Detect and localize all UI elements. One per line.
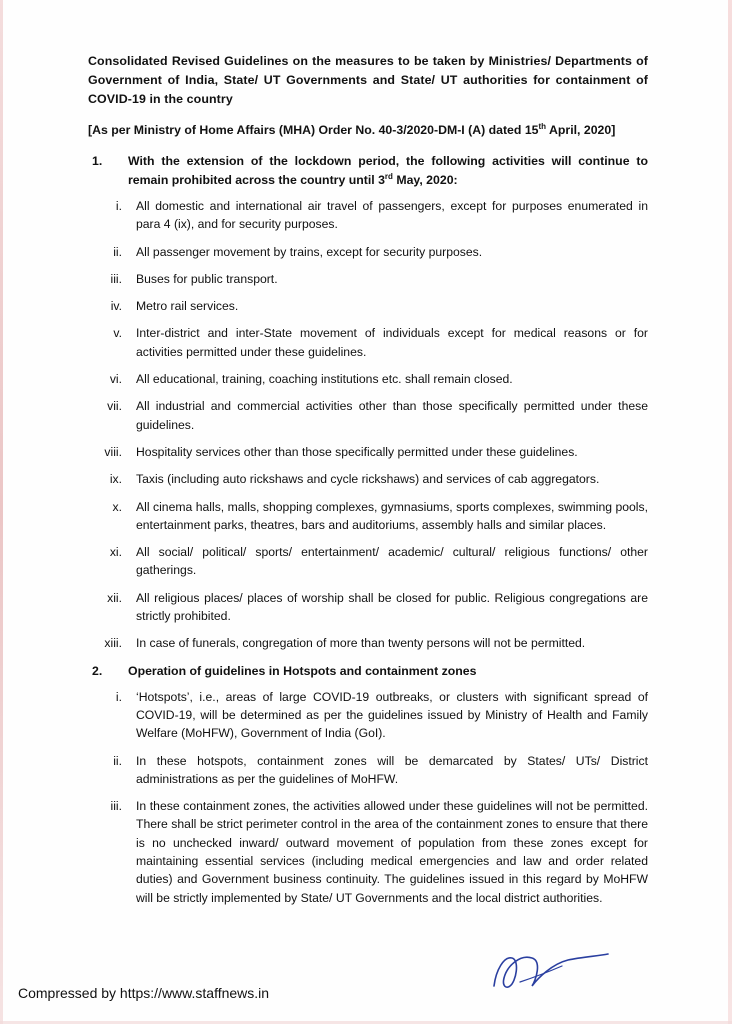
list-item [88,243,648,261]
list-item [88,197,648,234]
order-reference-superscript: th [538,121,547,131]
handwritten-signature-icon [490,948,610,996]
section-1 [88,152,648,653]
list-item-text: Metro rail services. [136,299,239,314]
section-1-number: 1. [92,153,103,168]
list-item [88,370,648,388]
list-item-number: ii. [113,753,122,768]
section-1-heading-prefix: With the extension of the lockdown period, the following activities will continue to remain prohibited across the country until 3 [128,153,648,187]
list-item [88,443,648,461]
list-item-number: viii. [104,444,122,459]
section-1-heading [88,152,648,190]
section-1-heading-suffix: May, 2020: [392,172,458,187]
list-item-number: xiii. [104,636,122,651]
list-item-number: iv. [110,299,122,314]
list-item-number: ix. [109,472,122,487]
list-item [88,688,648,743]
list-item-text: ‘Hotspots’, i.e., areas of large COVID-19 outbreaks, or clusters with significant spread of COVID-19, will be determined as per the guidelines issued by Ministry of Health and Family Welfare (MoHFW), Government of India (GoI). [136,689,648,741]
list-item-number: iii. [110,799,122,814]
list-item-number: vi. [109,372,122,387]
list-item [88,634,648,652]
section-1-heading-text [128,152,648,190]
section-1-heading-superscript: rd [384,171,393,181]
list-item-text: All cinema halls, malls, shopping complexes, gymnasiums, sports complexes, swimming pools, entertainment parks, theatres, bars and auditoriums, assembly halls and similar places. [136,499,648,532]
order-reference [88,121,648,140]
section-1-items [88,197,648,653]
list-item [88,543,648,580]
list-item [88,397,648,434]
list-item-number: v. [113,326,122,341]
list-item [88,324,648,361]
list-item [88,797,648,907]
list-item-text: All industrial and commercial activities other than those specifically permitted under these guidelines. [136,399,648,432]
list-item-number: ii. [113,244,122,259]
section-2-heading-text: Operation of guidelines in Hotspots and containment zones [128,663,477,678]
section-2-number: 2. [92,663,103,678]
list-item-text: Inter-district and inter-State movement of individuals except for medical reasons or for activities permitted under these guidelines. [136,326,648,359]
list-item-number: xi. [109,545,122,560]
section-2-heading [88,662,648,681]
list-item-text: All social/ political/ sports/ entertainment/ academic/ cultural/ religious functions/ other gatherings. [136,545,648,578]
document-body [88,52,648,916]
list-item [88,752,648,789]
footer-watermark: Compressed by https://www.staffnews.in [18,985,270,1001]
list-item-text: Buses for public transport. [136,271,278,286]
list-item-number: x. [112,499,122,514]
list-item-text: All educational, training, coaching institutions etc. shall remain closed. [136,372,513,387]
list-item-number: iii. [110,271,122,286]
list-item [88,589,648,626]
order-reference-suffix: April, 2020] [546,122,616,137]
list-item-text: In these hotspots, containment zones will be demarcated by States/ UTs/ District administrations as per the guidelines of MoHFW. [136,753,648,786]
list-item-text: Hospitality services other than those specifically permitted under these guidelines. [136,444,578,459]
list-item [88,470,648,488]
list-item-number: vii. [107,399,122,414]
section-2-items [88,688,648,907]
page-edge-right [728,0,732,1024]
section-2 [88,662,648,907]
list-item [88,498,648,535]
document-title: Consolidated Revised Guidelines on the measures to be taken by Ministries/ Departments of Government of India, State/ UT Governments and State/ UT authorities for containment of COVID-19 in the country [88,54,648,107]
order-reference-prefix: [As per Ministry of Home Affairs (MHA) Order No. 40-3/2020-DM-I (A) dated 15 [88,122,539,137]
list-item-number: xii. [107,590,122,605]
list-item [88,270,648,288]
list-item-text: In these containment zones, the activities allowed under these guidelines will not be permitted. There shall be strict perimeter control in the area of the containment zones to ensure that there is no unchecked inward/ outward movement of population from these zones except for maintaining essential services (including medical emergencies and law and order related duties) and Government business continuity. The guidelines issued in this regard by MoHFW will be strictly implemented by State/ UT Governments and the local district authorities. [136,799,648,905]
list-item-text: All religious places/ places of worship shall be closed for public. Religious congregations are strictly prohibited. [136,590,648,624]
list-item-text: In case of funerals, congregation of more than twenty persons will not be permitted. [136,636,586,651]
list-item-number: i. [115,198,122,213]
list-item-number: i. [115,689,122,704]
list-item [88,297,648,315]
list-item-text: All passenger movement by trains, except for security purposes. [136,244,483,259]
list-item-text: All domestic and international air travel of passengers, except for purposes enumerated in para 4 (ix), and for security purposes. [136,198,648,232]
list-item-text: Taxis (including auto rickshaws and cycle rickshaws) and services of cab aggregators. [136,472,600,487]
page-edge-left [0,0,3,1024]
